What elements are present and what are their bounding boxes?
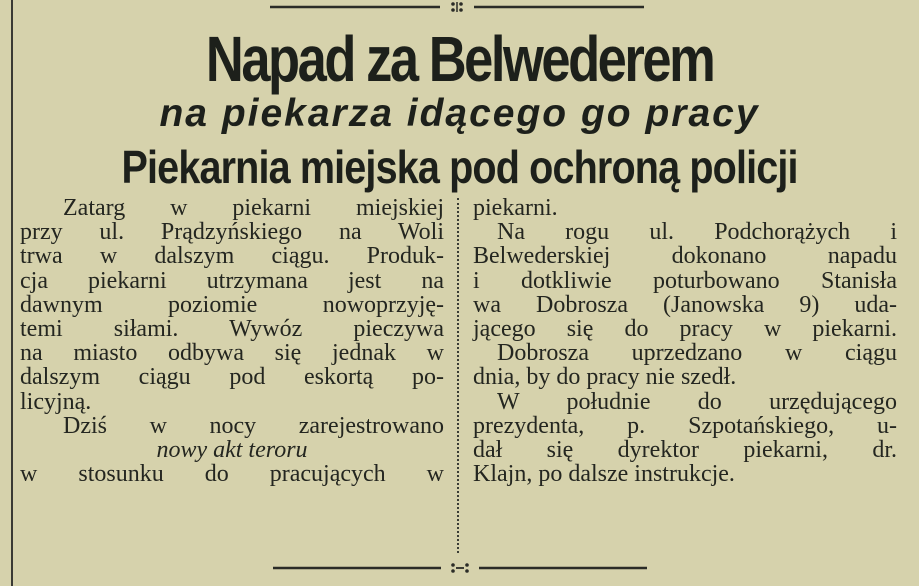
bottom-ornament-rule — [273, 561, 647, 575]
right-line-9: W południe do urzędującego — [497, 388, 897, 415]
left-line-11: nowy akt teroru — [156, 436, 308, 463]
right-line-1: piekarni. — [473, 195, 558, 221]
left-line-10: Dziś w nocy zarejestrowano — [63, 412, 444, 439]
column-divider — [457, 198, 459, 553]
left-line-1: Zatarg w piekarni miejskiej — [63, 195, 444, 221]
left-line-4: cja piekarni utrzymana jest na — [20, 267, 444, 294]
right-line-10: prezydenta, p. Szpotańskiego, u- — [473, 412, 897, 439]
right-line-6: jącego się do pracy w piekarni. — [473, 315, 897, 342]
right-line-8: dnia, by do pracy nie szedł. — [473, 364, 737, 391]
left-line-8: dalszym ciągu pod eskortą po- — [20, 364, 444, 391]
top-ornament-rule — [270, 1, 644, 13]
main-headline: Napad za Belwederem — [205, 23, 714, 95]
left-line-9: licyjną. — [20, 388, 92, 415]
right-text-column — [473, 196, 897, 486]
right-line-5: wa Dobrosza (Janowska 9) uda- — [473, 291, 897, 318]
left-line-6: temi siłami. Wywóz pieczywa — [20, 315, 444, 342]
left-line-5: dawnym poziomie nowoprzyję- — [20, 291, 444, 318]
left-line-3: trwa w dalszym ciągu. Produk- — [20, 243, 444, 270]
left-text-column — [20, 196, 444, 486]
sub-headline: na piekarza idącego go pracy — [159, 92, 760, 135]
right-line-12: Klajn, po dalsze instrukcje. — [473, 461, 735, 488]
right-line-11: dał się dyrektor piekarni, dr. — [473, 436, 897, 463]
right-line-2: Na rogu ul. Podchorążych i — [497, 219, 897, 246]
left-line-2: przy ul. Prądzyńskiego na Woli — [20, 219, 444, 246]
right-line-7: Dobrosza uprzedzano w ciągu — [497, 340, 897, 367]
left-column-rule — [11, 0, 13, 586]
left-line-12: w stosunku do pracujących w — [20, 461, 444, 488]
left-line-7: na miasto odbywa się jednak w — [20, 340, 444, 367]
right-line-3: Belwederskiej dokonano napadu — [473, 243, 897, 270]
third-headline: Piekarnia miejska pod ochroną policji — [121, 141, 798, 193]
right-line-4: i dotkliwie poturbowano Stanisła — [473, 267, 897, 294]
